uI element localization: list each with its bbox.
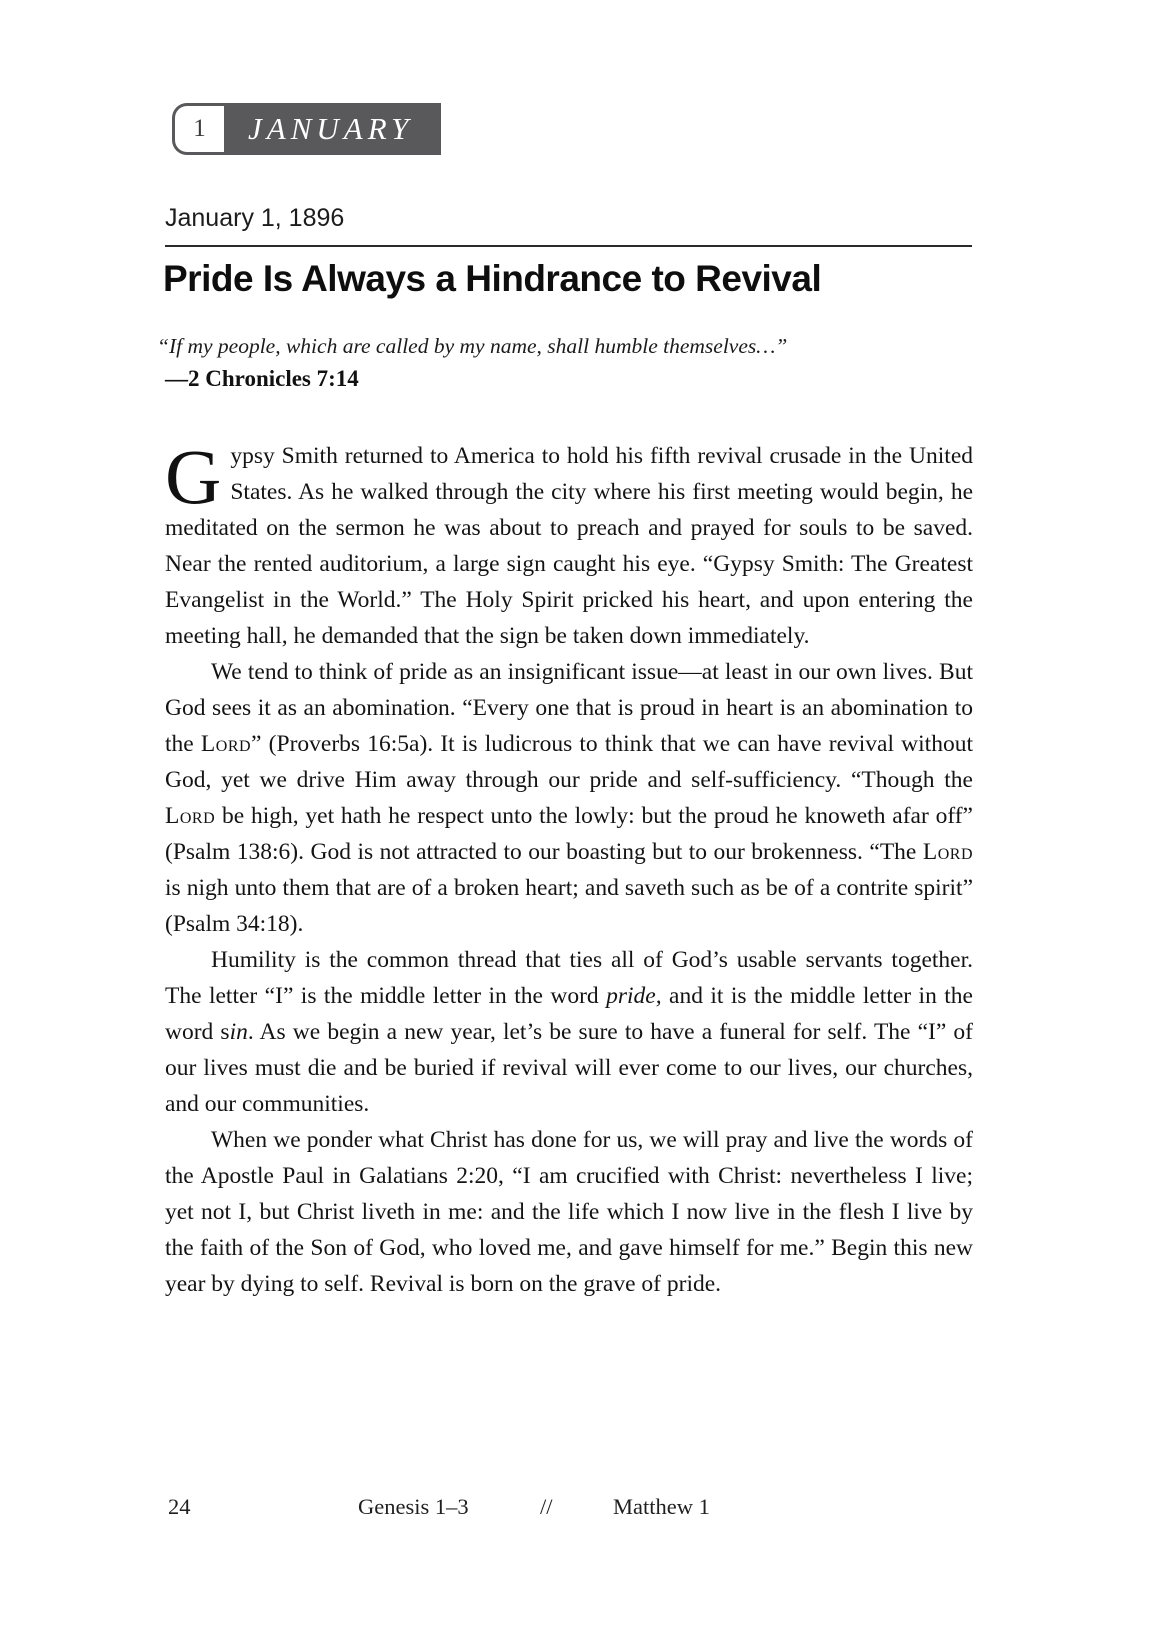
date-rule	[165, 245, 972, 247]
paragraph-1-text: ypsy Smith returned to America to hold his fifth revival crusade in the United States. As he walked through the city where his first meeting would begin, he meditated on the sermon he was about to preach and prayed for souls to be saved. Near the rented auditorium, a large sign caught his eye. “Gypsy Smith: The Greatest Evangelist in the World.” The Holy Spirit pricked his heart, and upon entering the meeting hall, he demanded that the sign be taken down immediately.	[165, 443, 973, 649]
body-paragraph-2: We tend to think of pride as an insignificant issue—at least in our own lives. But God sees it as an abomination. “Every one that is proud in heart is an abomination to the Lord” (Proverbs 16:5a). It is ludicrous to think that we can have revival without God, yet we drive Him away through our pride and self-sufficiency. “Though the Lord be high, yet hath he respect unto the lowly: but the proud he knoweth afar off” (Psalm 138:6). God is not attracted to our boasting but to our brokenness. “The Lord is nigh unto them that are of a broken heart; and saveth such as be of a contrite spirit” (Psalm 34:18).	[165, 659, 973, 937]
entry-date: January 1, 1896	[165, 204, 345, 232]
page-footer	[0, 1494, 1150, 1530]
reading-plan-new-testament: Matthew 1	[613, 1494, 710, 1519]
reading-plan-separator: //	[540, 1494, 553, 1519]
month-day-badge	[172, 103, 441, 155]
month-label: JANUARY	[248, 111, 414, 146]
entry-title: Pride Is Always a Hindrance to Revival	[163, 258, 822, 299]
month-banner	[224, 103, 441, 155]
day-number: 1	[193, 115, 206, 142]
scripture-quote: “If my people, which are called by my name, shall humble themselves…”	[157, 334, 788, 358]
body-paragraph-3: Humility is the common thread that ties all of God’s usable servants together. The letter “I” is the middle letter in the word pride, and it is the middle letter in the word sin. As we begin a new year, let’s be sure to have a funeral for self. The “I” of our lives must die and be buried if revival will ever come to our lives, our churches, and our communities.	[165, 947, 973, 1117]
scripture-reference: —2 Chronicles 7:14	[165, 366, 359, 391]
page-number: 24	[168, 1494, 191, 1519]
body-paragraph-4: When we ponder what Christ has done for us, we will pray and live the words of the Apostle Paul in Galatians 2:20, “I am crucified with Christ: nevertheless I live; yet not I, but Christ liveth in me: and the life which I now live in the flesh I live by the faith of the Son of God, who loved me, and gave himself for me.” Begin this new year by dying to self. Revival is born on the grave of pride.	[165, 1127, 973, 1297]
reading-plan-old-testament: Genesis 1–3	[358, 1494, 469, 1519]
epigraph	[157, 334, 972, 392]
body-paragraph-1	[165, 433, 973, 654]
day-number-box	[172, 103, 224, 155]
drop-cap: G	[165, 433, 222, 520]
devotional-body	[165, 433, 973, 1302]
